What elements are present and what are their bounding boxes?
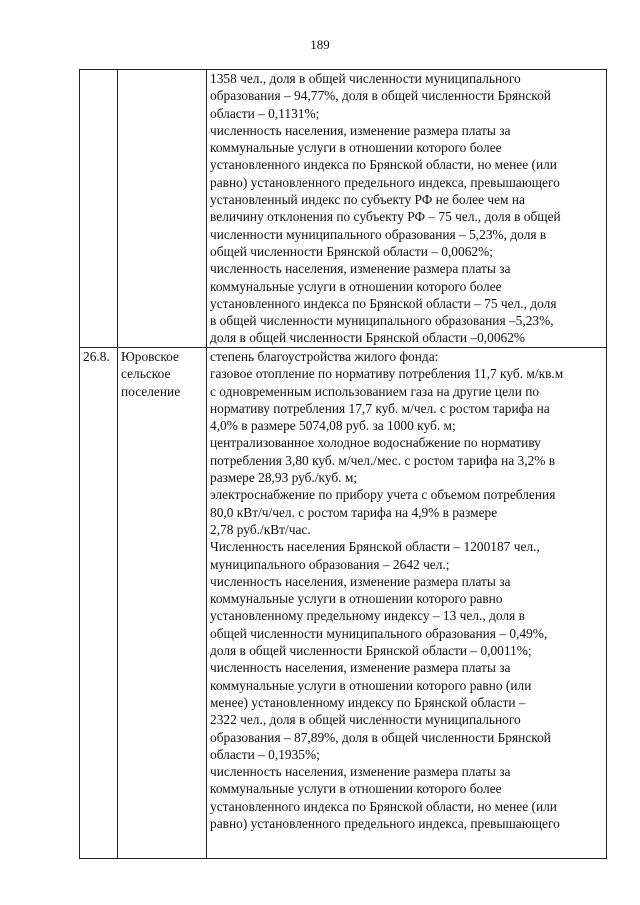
settlement-name-line: поселение <box>121 383 181 399</box>
settlement-name-line: Юровское <box>121 349 179 364</box>
tariff-table <box>79 69 607 859</box>
text-line: с одновременным использованием газа на другие цели по <box>210 383 540 399</box>
text-line: 4,0% в размере 5074,08 руб. за 1000 куб. м; <box>210 418 456 434</box>
text-line: равно) установленного предельного индекса, превышающего <box>210 816 560 832</box>
text-line: равно) установленного предельного индекса, превышающего <box>210 174 560 190</box>
settlement-name-cell <box>118 70 207 348</box>
text-line: численности муниципального образования – 5,23%, доля в <box>210 226 547 242</box>
text-line: коммунальные услуги в отношении которого более <box>210 140 502 156</box>
page-number: 189 <box>310 37 330 52</box>
text-line: численность населения, изменение размера платы за <box>210 261 511 277</box>
text-line: установленного индекса по Брянской области – 75 чел., доля <box>210 295 557 311</box>
text-line: области – 0,1935%; <box>210 746 320 762</box>
settlement-name-line: сельское <box>121 366 171 382</box>
text-line: электроснабжение по прибору учета с объемом потребления <box>210 487 556 503</box>
description-cell <box>207 348 607 859</box>
text-line: области – 0,1131%; <box>210 105 320 121</box>
text-line: в общей численности муниципального образования –5,23%, <box>210 313 554 329</box>
row-number-cell <box>80 348 118 859</box>
text-line: установленному предельному индексу – 13 чел., доля в <box>210 608 525 624</box>
text-line: образования – 87,89%, доля в общей численности Брянской <box>210 729 551 745</box>
text-line: установленного индекса по Брянской области, но менее (или <box>210 798 557 814</box>
text-line: коммунальные услуги в отношении которого равно <box>210 591 503 607</box>
text-line: доля в общей численности Брянской области –0,0062% <box>210 330 526 346</box>
row-number-cell <box>80 70 118 348</box>
text-line: коммунальные услуги в отношении которого более <box>210 781 502 797</box>
text-line: величину отклонения по субъекту РФ – 75 чел., доля в общей <box>210 209 561 225</box>
text-line: 80,0 кВт/ч/чел. с ростом тарифа на 4,9% в размере <box>210 504 498 520</box>
text-line: размере 28,93 руб./куб. м; <box>210 470 358 486</box>
text-line: установленный индекс по субъекту РФ не более чем на <box>210 192 525 208</box>
text-line: газовое отопление по нормативу потребления 11,7 куб. м/кв.м <box>210 366 564 382</box>
table-row <box>80 348 607 859</box>
text-line: образования – 94,77%, доля в общей численности Брянской <box>210 88 551 104</box>
text-line: 2322 чел., доля в общей численности муниципального <box>210 712 521 728</box>
text-line: 1358 чел., доля в общей численности муниципального <box>210 71 521 86</box>
text-line: муниципального образования – 2642 чел.; <box>210 556 450 572</box>
description-cell <box>207 70 607 348</box>
text-line: установленного индекса по Брянской области, но менее (или <box>210 157 557 173</box>
text-line: общей численности муниципального образования – 0,49%, <box>210 625 548 641</box>
text-line: общей численности Брянской области – 0,0062%; <box>210 243 493 259</box>
text-line: численность населения, изменение размера платы за <box>210 573 511 589</box>
text-line: 2,78 руб./кВт/час. <box>210 521 311 537</box>
table-row <box>80 70 607 348</box>
text-line: степень благоустройства жилого фонда: <box>210 349 439 364</box>
text-line: численность населения, изменение размера платы за <box>210 660 511 676</box>
text-line: менее) установленному индексу по Брянской области – <box>210 694 526 710</box>
text-line: коммунальные услуги в отношении которого более <box>210 278 502 294</box>
settlement-name-cell <box>118 348 207 859</box>
text-line: коммунальные услуги в отношении которого равно (или <box>210 677 532 693</box>
text-line: нормативу потребления 17,7 куб. м/чел. с ростом тарифа на <box>210 400 550 416</box>
text-line: потребления 3,80 куб. м/чел./мес. с ростом тарифа на 3,2% в <box>210 452 556 468</box>
text-line: численность населения, изменение размера платы за <box>210 764 511 780</box>
text-line: доля в общей численности Брянской области – 0,0011%; <box>210 643 532 659</box>
text-line: численность населения, изменение размера платы за <box>210 122 511 138</box>
text-line: Численность населения Брянской области – 1200187 чел., <box>210 539 540 555</box>
row-number: 26.8. <box>83 349 110 364</box>
text-line: централизованное холодное водоснабжение по нормативу <box>210 435 541 451</box>
